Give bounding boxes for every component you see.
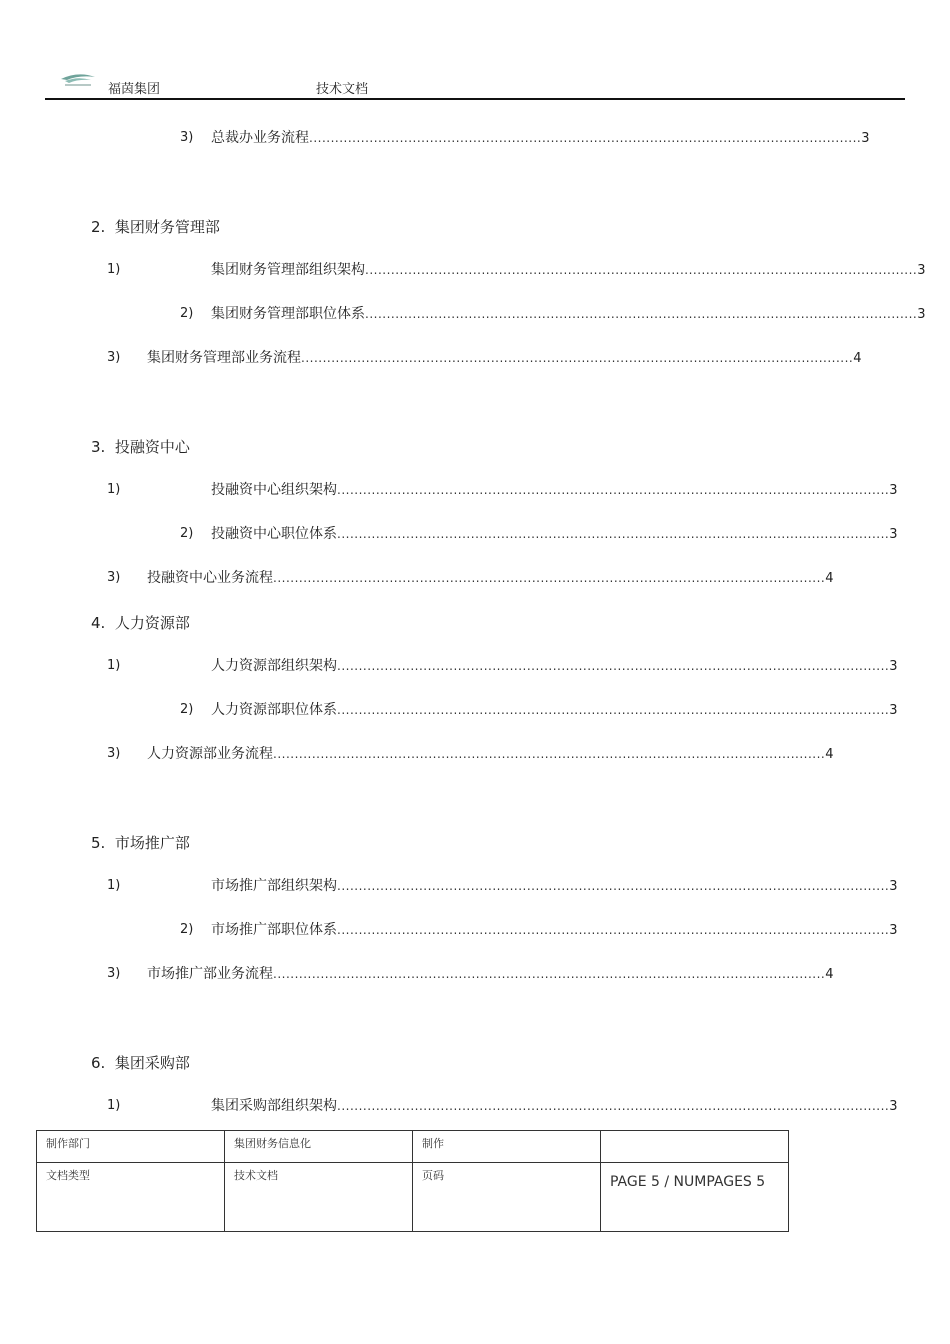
toc-entry-title: 总裁办业务流程 [211, 130, 309, 146]
toc-entry-page: 4 [853, 351, 862, 366]
toc-entry-number: 1) [107, 482, 121, 497]
toc-entry-page: 3 [917, 307, 926, 322]
section-number: 4. [91, 614, 106, 632]
footer-type-value: 技术文档 [225, 1163, 413, 1232]
toc-entry-title: 市场推广部组织架构 [211, 878, 337, 894]
toc-entry[interactable] [0, 744, 950, 764]
section-number: 5. [91, 834, 106, 852]
toc-leader-dots: ................................................................................................................................ [365, 263, 918, 277]
toc-entry-page: 3 [917, 263, 926, 278]
toc-entry[interactable] [0, 656, 950, 676]
toc-leader-dots: ................................................................................................................................ [273, 747, 826, 761]
section-title: 人力资源部 [114, 614, 190, 632]
toc-entry-number: 2) [180, 306, 194, 321]
toc-entry[interactable] [0, 1096, 950, 1116]
toc-entry-page: 3 [889, 483, 898, 498]
toc-leader-dots: ................................................................................................................................ [337, 1099, 890, 1113]
header-company-name: 福茵集团 [108, 82, 161, 97]
footer-dept-value: 集团财务信息化 [225, 1131, 413, 1163]
toc-entry-number: 1) [107, 1098, 121, 1113]
toc-entry[interactable] [0, 876, 950, 896]
toc-entry-title: 投融资中心业务流程 [147, 570, 273, 586]
toc-entry-page: 3 [889, 703, 898, 718]
footer-type-label: 文档类型 [37, 1163, 225, 1232]
toc-section-heading[interactable] [91, 1052, 190, 1073]
toc-section-heading[interactable] [91, 216, 220, 237]
toc-entry-number: 3) [180, 130, 194, 145]
footer-maker-value [601, 1131, 789, 1163]
toc-entry-title: 集团财务管理部组织架构 [211, 262, 365, 278]
toc-entry-title: 投融资中心组织架构 [211, 482, 337, 498]
toc-leader-dots: ................................................................................................................................ [337, 879, 890, 893]
toc-entry-title: 人力资源部职位体系 [211, 702, 337, 718]
section-number: 3. [91, 438, 106, 456]
section-title: 市场推广部 [114, 834, 190, 852]
toc-entry-title: 投融资中心职位体系 [211, 526, 337, 542]
toc-entry-page: 4 [825, 571, 834, 586]
section-number: 2. [91, 218, 106, 236]
toc-entry-number: 3) [107, 746, 121, 761]
toc-entry-title: 集团财务管理部职位体系 [211, 306, 365, 322]
section-title: 集团财务管理部 [114, 218, 220, 236]
page-header [45, 66, 905, 100]
toc-entry-number: 2) [180, 922, 194, 937]
toc-entry[interactable] [0, 260, 950, 280]
toc-entry-page: 3 [889, 879, 898, 894]
toc-entry-page: 3 [889, 923, 898, 938]
footer-page-value: PAGE 5 / NUMPAGES 5 [601, 1163, 789, 1232]
toc-section-heading[interactable] [91, 612, 190, 633]
toc-leader-dots: ................................................................................................................................ [273, 967, 826, 981]
toc-leader-dots: ................................................................................................................................ [337, 703, 890, 717]
toc-entry[interactable] [0, 700, 950, 720]
toc-entry-page: 4 [825, 967, 834, 982]
toc-entry-page: 3 [861, 131, 870, 146]
toc-entry[interactable] [0, 524, 950, 544]
toc-entry-page: 4 [825, 747, 834, 762]
toc-entry[interactable] [0, 920, 950, 940]
toc-entry-title: 集团财务管理部业务流程 [147, 350, 301, 366]
toc-entry-number: 3) [107, 350, 121, 365]
toc-leader-dots: ................................................................................................................................ [337, 659, 890, 673]
footer-page-label: 页码 [413, 1163, 601, 1232]
toc-entry-number: 2) [180, 702, 194, 717]
toc-entry-number: 1) [107, 658, 121, 673]
toc-entry[interactable] [0, 348, 950, 368]
section-title: 投融资中心 [114, 438, 190, 456]
toc-entry-page: 3 [889, 527, 898, 542]
toc-entry-page: 3 [889, 1099, 898, 1114]
toc-entry[interactable] [0, 568, 950, 588]
toc-entry-number: 3) [107, 570, 121, 585]
toc-entry-title: 人力资源部业务流程 [147, 746, 273, 762]
toc-leader-dots: ................................................................................................................................ [301, 351, 854, 365]
toc-entry-number: 2) [180, 526, 194, 541]
toc-leader-dots: ................................................................................................................................ [273, 571, 826, 585]
toc-entry[interactable] [0, 964, 950, 984]
footer-maker-label: 制作 [413, 1131, 601, 1163]
toc-entry[interactable] [0, 480, 950, 500]
toc-leader-dots: ................................................................................................................................ [337, 923, 890, 937]
toc-leader-dots: ................................................................................................................................ [337, 527, 890, 541]
toc-entry-title: 市场推广部职位体系 [211, 922, 337, 938]
toc-leader-dots: ................................................................................................................................ [309, 131, 862, 145]
toc-section-heading[interactable] [91, 832, 190, 853]
footer-info-table [36, 1130, 789, 1232]
toc-leader-dots: ................................................................................................................................ [365, 307, 918, 321]
company-logo-icon [59, 71, 97, 89]
toc-entry-title: 人力资源部组织架构 [211, 658, 337, 674]
toc-entry[interactable] [0, 304, 950, 324]
section-number: 6. [91, 1054, 106, 1072]
header-doc-type: 技术文档 [316, 82, 369, 97]
toc-entry-number: 3) [107, 966, 121, 981]
footer-dept-label: 制作部门 [37, 1131, 225, 1163]
section-title: 集团采购部 [114, 1054, 190, 1072]
toc-entry-title: 市场推广部业务流程 [147, 966, 273, 982]
toc-section-heading[interactable] [91, 436, 190, 457]
toc-entry-page: 3 [889, 659, 898, 674]
toc-entry-number: 1) [107, 878, 121, 893]
toc-entry-title: 集团采购部组织架构 [211, 1098, 337, 1114]
toc-entry-number: 1) [107, 262, 121, 277]
toc-entry[interactable] [0, 128, 950, 148]
toc-leader-dots: ................................................................................................................................ [337, 483, 890, 497]
